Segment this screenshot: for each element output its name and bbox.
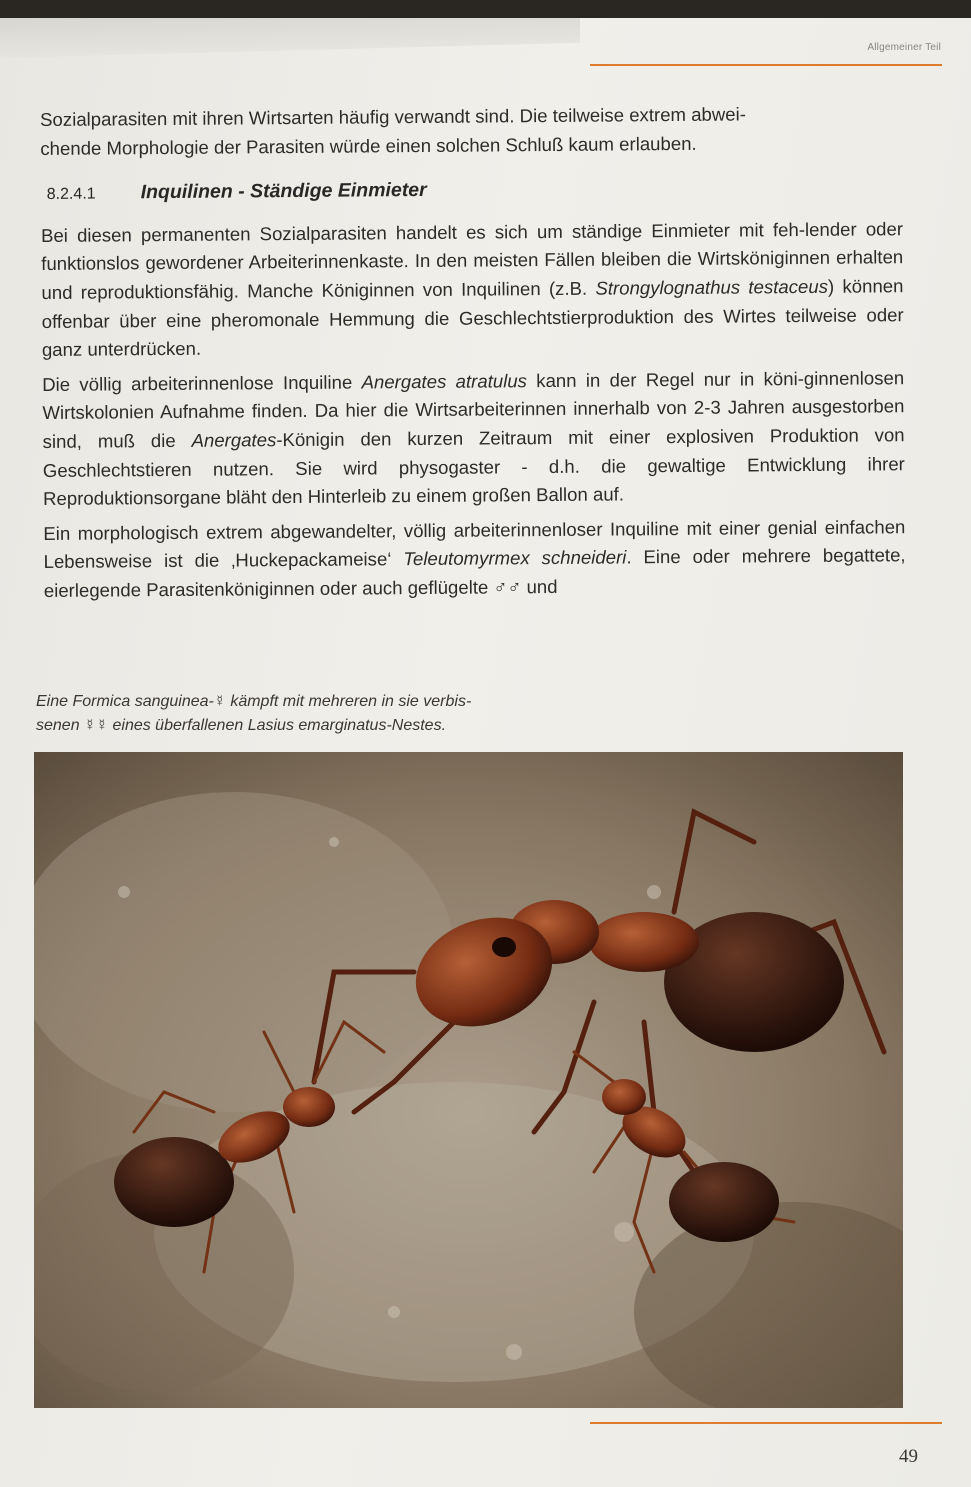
intro-line-2: chende Morphologie der Parasiten würde einen solchen Schluß kaum erlauben. bbox=[40, 132, 697, 159]
p2-text-c: -Königin den kurzen Zeitraum mit einer explosiven Produktion von Geschlechtstieren nutzen. Sie wird physogaster - d.h. die gewaltige Entwicklung ihrer Reproduktionsorgane bläht den Hinterleib zu einem großen Ballon auf. bbox=[42, 424, 905, 510]
section-number: 8.2.4.1 bbox=[46, 185, 96, 204]
p3-text-b: . Eine oder mehrere begattete, eierlegende Parasitenköniginnen oder auch geflügelte ♂♂ und bbox=[43, 544, 906, 601]
p1-species: Strongylognathus testaceus bbox=[595, 275, 829, 299]
paragraph-1 bbox=[41, 215, 904, 365]
p2-genus: Anergates bbox=[191, 429, 277, 451]
p1-text-a: Bei diesen permanenten Sozialparasiten handelt es sich um ständige Einmieter mit feh-lender oder funktionslos gewordener Arbeiterinnenkaste. In den meisten Fällen bleiben die Wirtsköniginnen erhalten und reproduktionsfähig. Manche Königinnen von Inquilinen (z.B. bbox=[40, 218, 904, 303]
p1-text-b: ) können offenbar über eine pheromonale Hemmung die Geschlechtstierproduktion des Wirtes teilweise oder ganz unterdrücken. bbox=[41, 275, 904, 361]
ant-photograph bbox=[34, 752, 903, 1408]
intro-line-1: Sozialparasiten mit ihren Wirtsarten häufig verwandt sind. Die teilweise extrem abwei- bbox=[40, 103, 746, 130]
p3-text-a: Ein morphologisch extrem abgewandelter, völlig arbeiterinnenloser Inquiline mit einer genial einfachen Lebensweise ist die ‚Huckepackameise‘ bbox=[43, 515, 906, 573]
p2-text-b: kann in der Regel nur in köni-ginnenlosen Wirtskolonien Aufnahme finden. Da hier die Wirtsarbeiterinnen innerhalb von 2-3 Jahren ausgestorben sind, muß die bbox=[42, 366, 905, 452]
caption-line-2: senen ☿☿ eines überfallenen Lasius emarginatus-Nestes. bbox=[36, 717, 447, 734]
body-text bbox=[40, 99, 906, 611]
paragraph-2 bbox=[42, 364, 905, 514]
header-rule bbox=[590, 64, 942, 66]
section-title: Inquilinen - Ständige Einmieter bbox=[140, 179, 427, 204]
paragraph-3 bbox=[43, 513, 906, 606]
intro-paragraph bbox=[40, 99, 902, 163]
section-heading bbox=[47, 172, 903, 209]
footer-rule bbox=[590, 1422, 942, 1424]
previous-page-edge bbox=[0, 18, 580, 58]
p2-species: Anergates atratulus bbox=[361, 369, 528, 393]
p2-text-a: Die völlig arbeiterinnenlose Inquiline bbox=[42, 371, 362, 395]
page-number: 49 bbox=[899, 1446, 918, 1467]
running-header: Allgemeiner Teil bbox=[867, 42, 941, 53]
ant-photo-illustration bbox=[34, 752, 903, 1408]
photo-caption bbox=[36, 690, 596, 738]
caption-line-1: Eine Formica sanguinea-☿ kämpft mit mehreren in sie verbis- bbox=[36, 693, 472, 710]
book-page bbox=[0, 18, 971, 1487]
p3-species: Teleutomyrmex schneideri bbox=[403, 546, 627, 570]
